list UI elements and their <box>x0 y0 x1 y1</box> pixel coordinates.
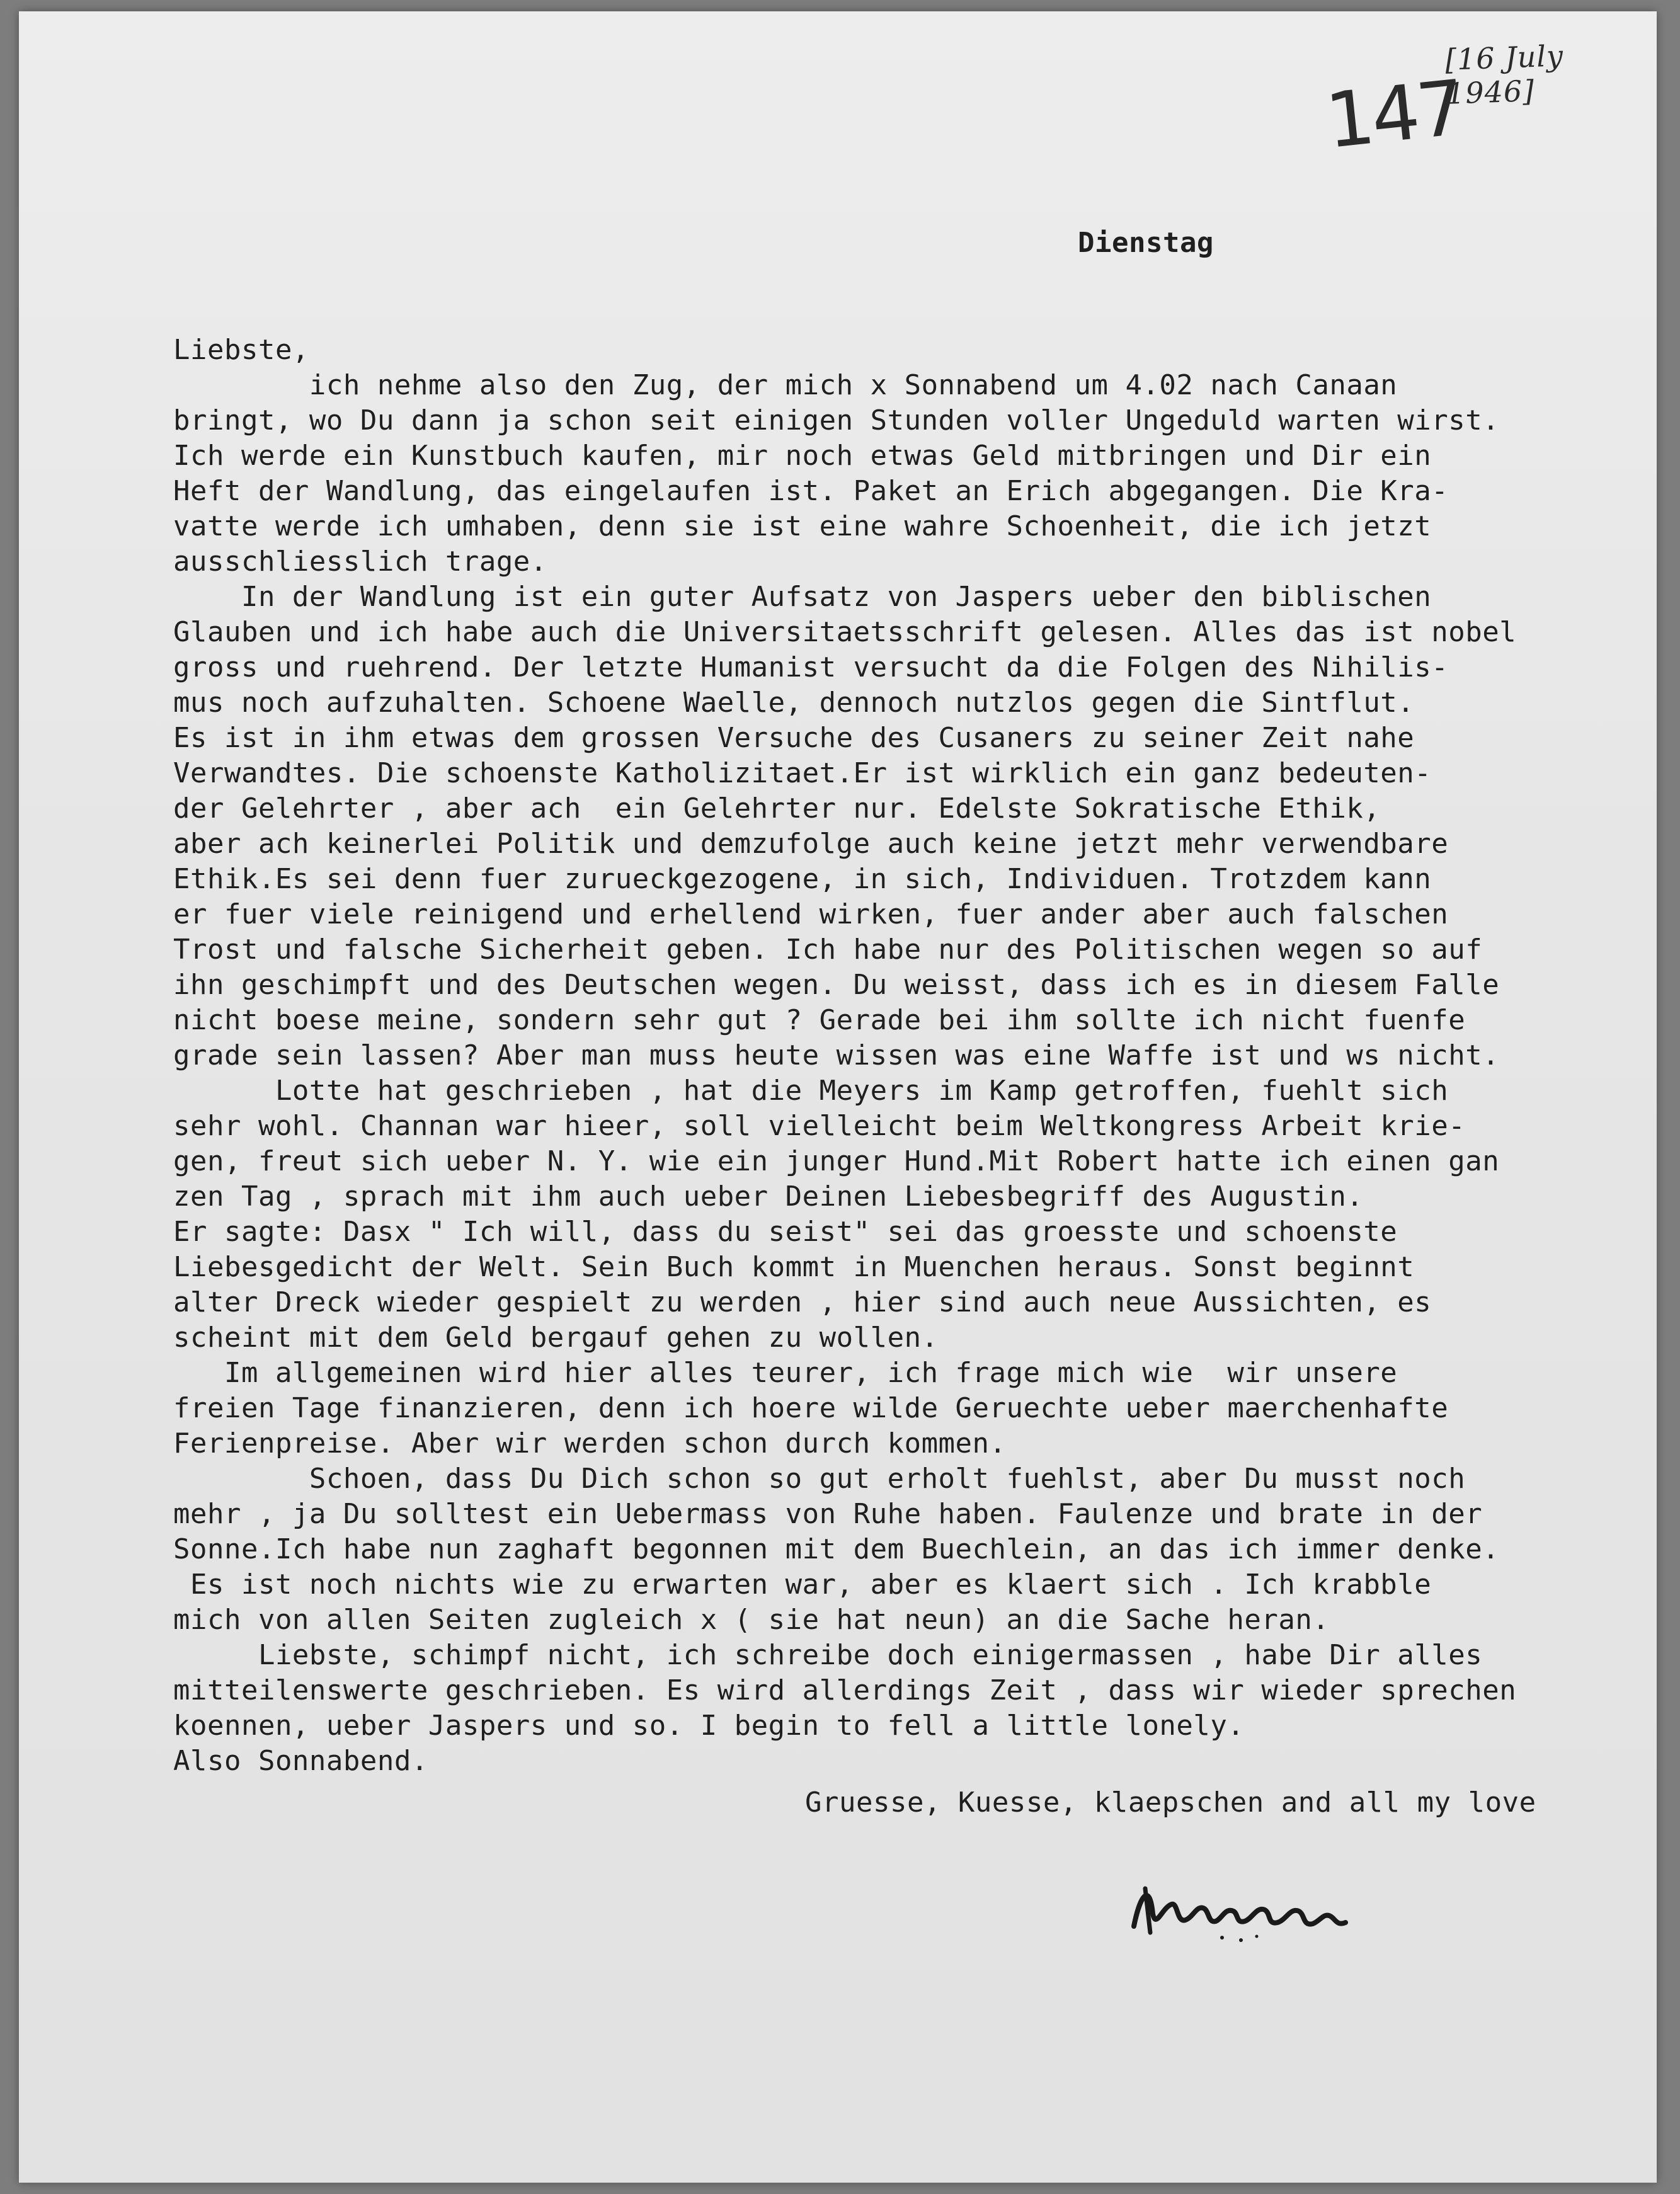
letter-line: Sonne.Ich habe nun zaghaft begonnen mit dem Buechlein, an das ich immer denke. <box>173 1533 1500 1565</box>
letter-line: sehr wohl. Channan war hieer, soll vielleicht beim Weltkongress Arbeit krie- <box>173 1110 1466 1142</box>
letter-line: Glauben und ich habe auch die Universitaetsschrift gelesen. Alles das ist nobel <box>173 616 1517 648</box>
letter-line: grade sein lassen? Aber man muss heute wissen was eine Waffe ist und ws nicht. <box>173 1039 1500 1071</box>
letter-page <box>19 11 1657 2183</box>
letter-line: alter Dreck wieder gespielt zu werden , hier sind auch neue Aussichten, es <box>173 1286 1432 1318</box>
letter-line: Schoen, dass Du Dich schon so gut erholt fuehlst, aber Du musst noch <box>173 1463 1466 1495</box>
letter-line: In der Wandlung ist ein guter Aufsatz von Jaspers ueber den biblischen <box>173 581 1432 613</box>
folio-number: 147 <box>1322 64 1467 166</box>
letter-line: Ferienpreise. Aber wir werden schon durch kommen. <box>173 1427 1007 1460</box>
letter-line: nicht boese meine, sondern sehr gut ? Gerade bei ihm sollte ich nicht fuenfe <box>173 1004 1466 1036</box>
letter-line: er fuer viele reinigend und erhellend wirken, fuer ander aber auch falschen <box>173 898 1449 930</box>
letter-line: Er sagte: Dasx " Ich will, dass du seist" sei das groesste und schoenste <box>173 1216 1398 1248</box>
letter-dateline: Dienstag <box>1078 227 1214 259</box>
letter-line: Es ist in ihm etwas dem grossen Versuche des Cusaners zu seiner Zeit nahe <box>173 722 1415 754</box>
letter-line: Liebste, <box>173 334 309 366</box>
letter-closing: Gruesse, Kuesse, klaepschen and all my love <box>805 1786 1536 1819</box>
handwritten-signature <box>1128 1870 1367 1945</box>
letter-line: aber ach keinerlei Politik und demzufolge auch keine jetzt mehr verwendbare <box>173 828 1449 860</box>
archival-date-annotation: [16 July 1946] <box>1444 38 1564 111</box>
letter-line: Ethik.Es sei denn fuer zurueckgezogene, in sich, Individuen. Trotzdem kann <box>173 863 1432 895</box>
letter-line: Verwandtes. Die schoenste Katholizitaet.Er ist wirklich ein ganz bedeuten- <box>173 757 1432 789</box>
letter-line: mehr , ja Du solltest ein Uebermass von Ruhe haben. Faulenze und brate in der <box>173 1498 1483 1530</box>
letter-line: mitteilenswerte geschrieben. Es wird allerdings Zeit , dass wir wieder sprechen <box>173 1674 1517 1706</box>
letter-line: mich von allen Seiten zugleich x ( sie hat neun) an die Sache heran. <box>173 1604 1330 1636</box>
letter-line: Es ist noch nichts wie zu erwarten war, aber es klaert sich . Ich krabble <box>173 1568 1432 1601</box>
letter-line: koennen, ueber Jaspers und so. I begin to fell a little lonely. <box>173 1710 1245 1742</box>
letter-line: bringt, wo Du dann ja schon seit einigen Stunden voller Ungeduld warten wirst. <box>173 404 1500 437</box>
letter-line: Liebesgedicht der Welt. Sein Buch kommt in Muenchen heraus. Sonst beginnt <box>173 1251 1415 1283</box>
letter-line: Lotte hat geschrieben , hat die Meyers im Kamp getroffen, fuehlt sich <box>173 1075 1449 1107</box>
letter-line: scheint mit dem Geld bergauf gehen zu wollen. <box>173 1322 939 1354</box>
letter-line: gen, freut sich ueber N. Y. wie ein junger Hund.Mit Robert hatte ich einen gan <box>173 1145 1500 1177</box>
letter-body <box>173 333 1516 1779</box>
letter-line: ich nehme also den Zug, der mich x Sonnabend um 4.02 nach Canaan <box>173 369 1398 401</box>
letter-line: Liebste, schimpf nicht, ich schreibe doch einigermassen , habe Dir alles <box>173 1639 1483 1671</box>
letter-line: Im allgemeinen wird hier alles teurer, ich frage mich wie wir unsere <box>173 1357 1398 1389</box>
letter-line: Heft der Wandlung, das eingelaufen ist. Paket an Erich abgegangen. Die Kra- <box>173 475 1449 507</box>
letter-line: gross und ruehrend. Der letzte Humanist versucht da die Folgen des Nihilis- <box>173 651 1449 683</box>
letter-line: Ich werde ein Kunstbuch kaufen, mir noch etwas Geld mitbringen und Dir ein <box>173 440 1432 472</box>
letter-line: ausschliesslich trage. <box>173 546 547 578</box>
letter-line: mus noch aufzuhalten. Schoene Waelle, dennoch nutzlos gegen die Sintflut. <box>173 687 1415 719</box>
letter-line: ihn geschimpft und des Deutschen wegen. Du weisst, dass ich es in diesem Falle <box>173 969 1500 1001</box>
letter-line: Also Sonnabend. <box>173 1745 428 1777</box>
letter-line: zen Tag , sprach mit ihm auch ueber Deinen Liebesbegriff des Augustin. <box>173 1180 1364 1213</box>
letter-line: der Gelehrter , aber ach ein Gelehrter nur. Edelste Sokratische Ethik, <box>173 792 1381 825</box>
letter-line: Trost und falsche Sicherheit geben. Ich habe nur des Politischen wegen so auf <box>173 934 1483 966</box>
letter-line: vatte werde ich umhaben, denn sie ist eine wahre Schoenheit, die ich jetzt <box>173 510 1432 542</box>
letter-line: freien Tage finanzieren, denn ich hoere wilde Geruechte ueber maerchenhafte <box>173 1392 1449 1424</box>
